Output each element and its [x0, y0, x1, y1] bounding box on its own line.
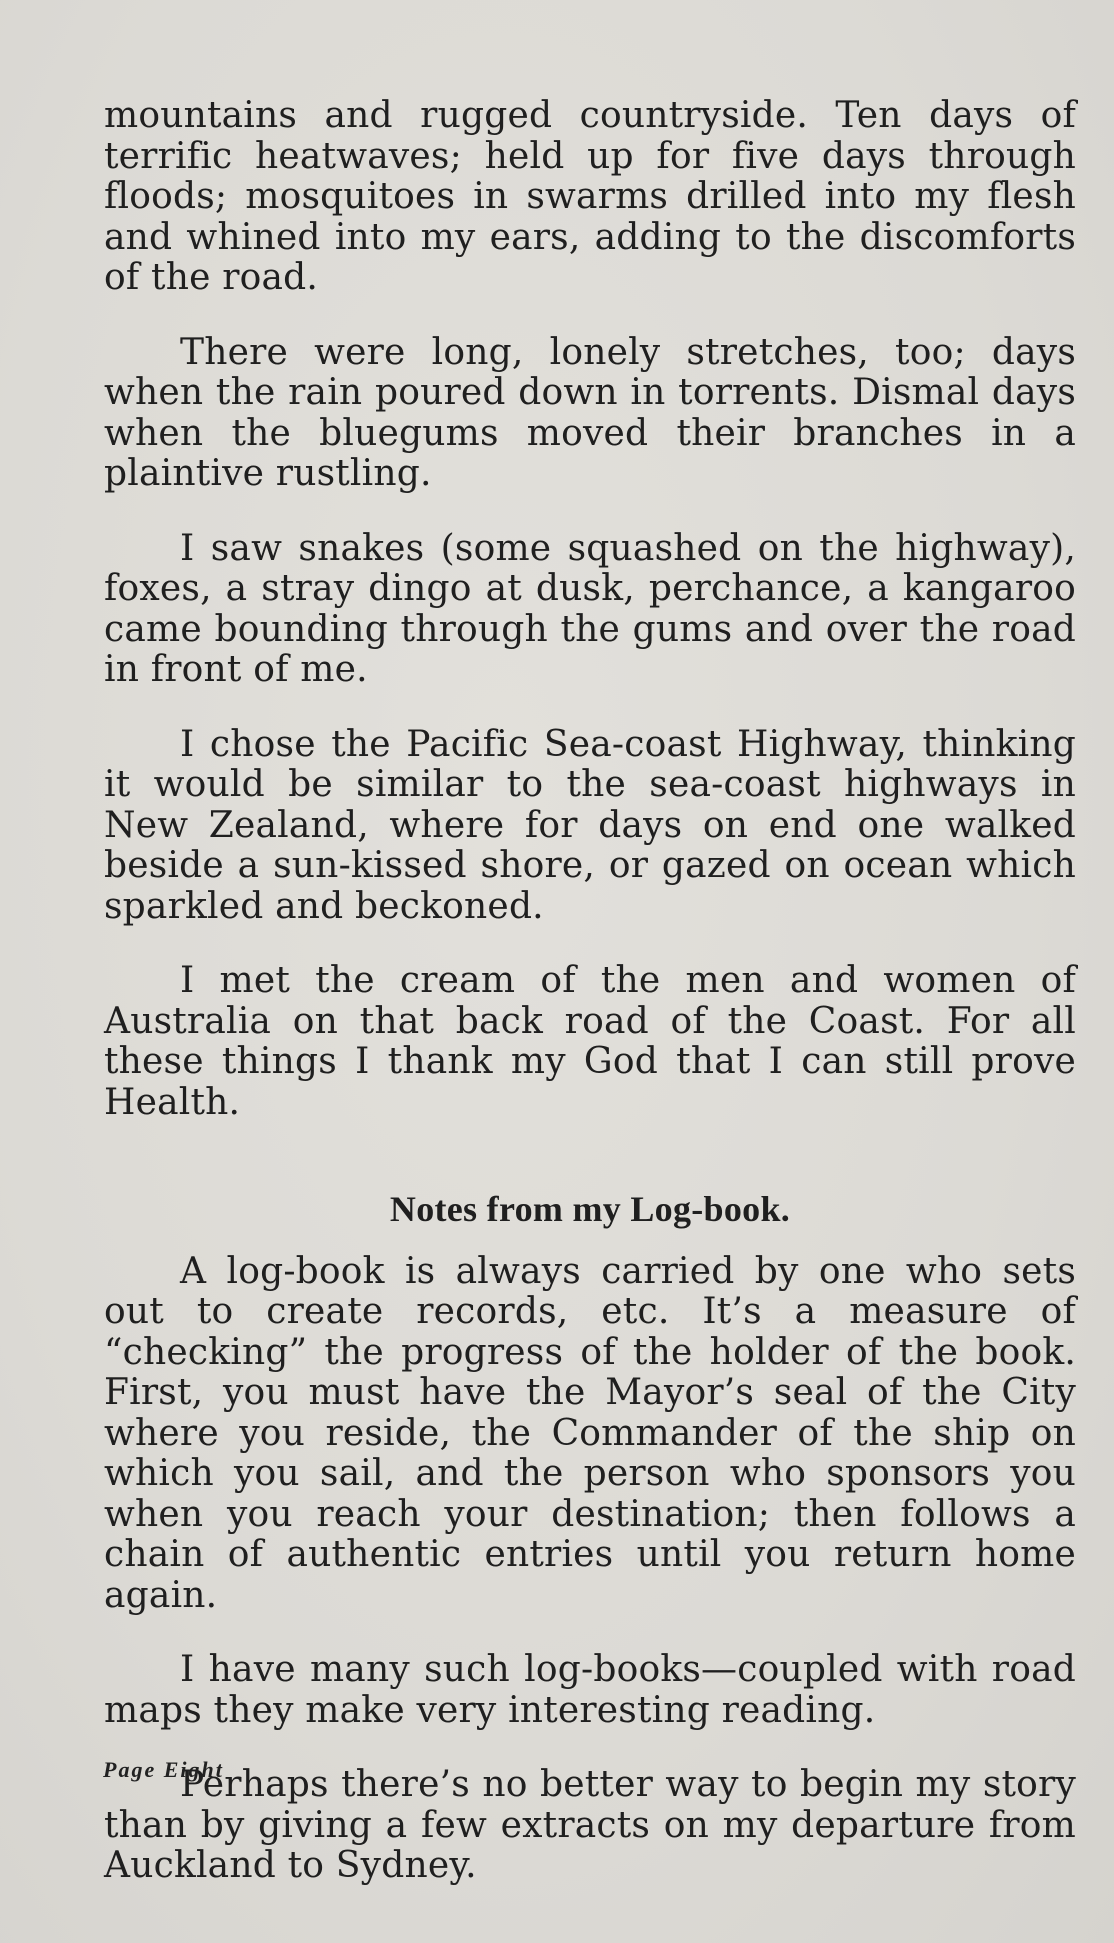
- page-number-footer: Page Eight: [103, 1757, 224, 1782]
- paragraph-4: I chose the Pacific Sea-coast Highway, thinking it would be similar to the sea-coast highways in New Zealand, where for days on end one walked beside a sun-kissed shore, or gazed on ocean which sparkled and beckoned.: [104, 723, 1076, 927]
- section-heading: Notes from my Log-book.: [389, 1189, 791, 1229]
- paragraph-2: There were long, lonely stretches, too; days when the rain poured down in torrents. Dismal days when the bluegums moved their branches in a plaintive rustling.: [104, 331, 1076, 494]
- paragraph-6: A log-book is always carried by one who sets out to create records, etc. It’s a measure of “checking” the progress of the holder of the book. First, you must have the Mayor’s seal of the City where you reside, the Commander of the ship on which you sail, and the person who sponsors you when you reach your destination; then follows a chain of authentic entries until you return home again.: [104, 1250, 1076, 1616]
- paragraph-3: I saw snakes (some squashed on the highway), foxes, a stray dingo at dusk, perchance, a kangaroo came bounding through the gums and over the road in front of me.: [104, 527, 1076, 690]
- paragraph-1: mountains and rugged countryside. Ten days of terrific heatwaves; held up for five days through floods; mosquitoes in swarms drilled into my flesh and whined into my ears, adding to the discomforts of the road.: [104, 95, 1076, 298]
- paragraph-8: Perhaps there’s no better way to begin my story than by giving a few extracts on my departure from Auckland to Sydney.: [104, 1764, 1076, 1886]
- page-body: [104, 96, 1076, 1921]
- paragraph-7: I have many such log-books—coupled with road maps they make very interesting reading.: [104, 1649, 1076, 1731]
- paragraph-5: I met the cream of the men and women of Australia on that back road of the Coast. For all these things I thank my God that I can still prove Health.: [104, 960, 1076, 1123]
